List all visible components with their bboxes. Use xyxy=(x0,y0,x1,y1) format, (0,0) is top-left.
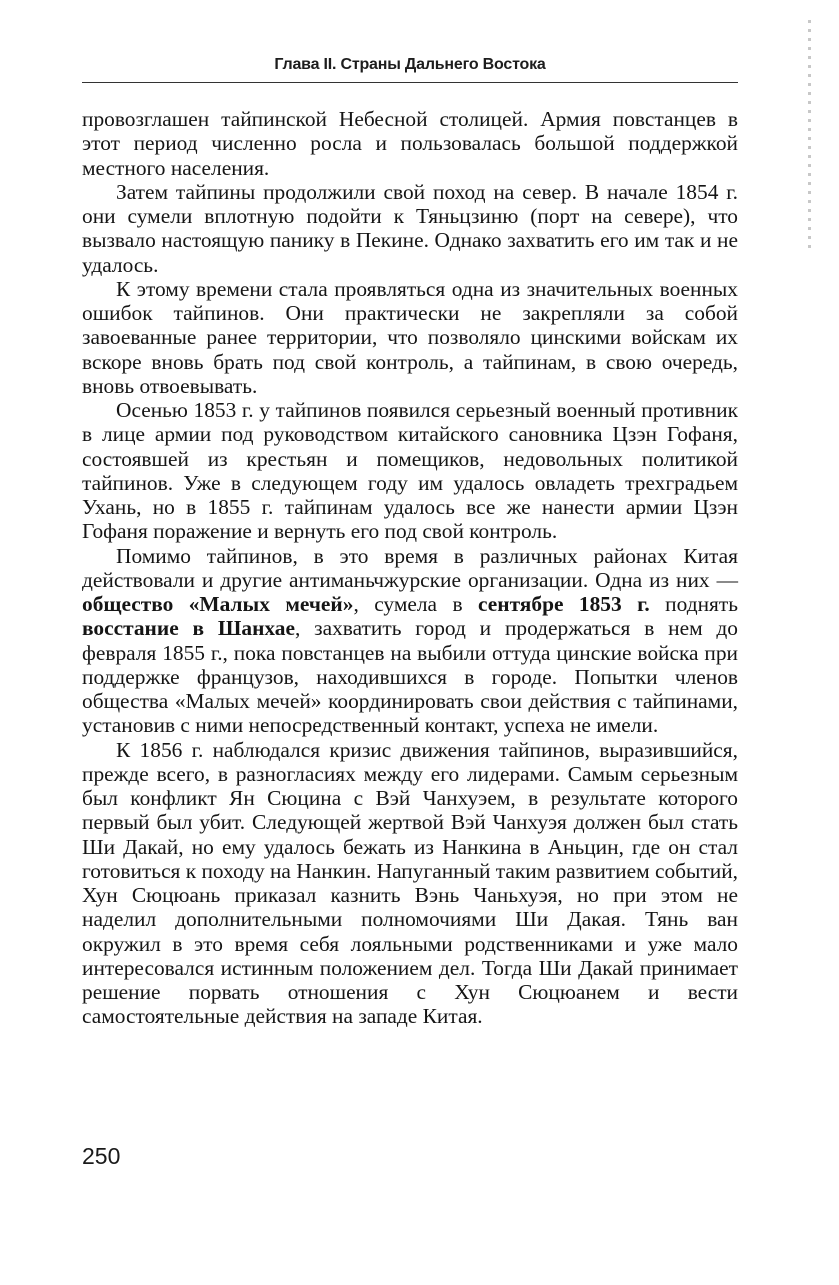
text-run: Затем тайпины продолжили свой поход на север. В начале 1854 г. они сумели вплотную подойти к Тяньцзиню (порт на севере), что вызвало настоящую панику в Пекине. Однако захватить его им так и не удалось. xyxy=(82,179,738,277)
paragraph xyxy=(82,277,738,398)
text-run: Помимо тайпинов, в это время в различных районах Китая действовали и другие антиманьчжурские организации. Одна из них — xyxy=(82,543,738,592)
bold-phrase: сентябре 1853 г. xyxy=(478,592,650,616)
paragraph xyxy=(82,398,738,544)
text-run: К 1856 г. наблюдался кризис движения тайпинов, выразившийся, прежде всего, в разногласиях между его лидерами. Самым серьезным был конфликт Ян Сюцина с Вэй Чанхуэем, в результате которого первый был убит. Следующей жертвой Вэй Чанхуэя должен был стать Ши Дакай, но ему удалось бежать из Нанкина в Аньцин, где он стал готовиться к походу на Нанкин. Напуганный таким развитием событий, Хун Сюцюань приказал казнить Вэнь Чаньхуэя, но при этом не наделил дополнительными полномочиями Ши Дакая. Тянь ван окружил в это время себя лояльными родственниками и уже мало интересовался истинным положением дел. Тогда Ши Дакай принимает решение порвать отношения с Хун Сюцюанем и вести самостоятельные действия на западе Китая. xyxy=(82,737,738,1029)
text-run: , захватить город и продержаться в нем до февраля 1855 г., пока повстанцев на выбили оттуда цинские войска при поддержке французов, находившихся в городе. Попытки членов общества «Малых мечей» координировать свои действия с тайпинами, установив с ними непосредственный контакт, успеха не имели. xyxy=(82,616,738,738)
body-text xyxy=(82,107,738,1029)
paragraph xyxy=(82,180,738,277)
page-number: 250 xyxy=(82,1143,121,1169)
bold-phrase: восстание в Шанхае xyxy=(82,616,295,641)
text-run: Осенью 1853 г. у тайпинов появился серьезный военный противник в лице армии под руководством китайского сановника Цзэн Гофаня, состоявшей из крестьян и помещиков, недовольных политикой тайпинов. Уже в следующем году им удалось овладеть трехградьем Ухань, но в 1855 г. тайпинам удалось все же нанести армии Цзэн Гофаня поражение и вернуть его под свой контроль. xyxy=(82,398,738,544)
bold-phrase: общество «Малых мечей» xyxy=(82,592,354,616)
paragraph xyxy=(82,107,738,180)
text-run: К этому времени стала проявляться одна из значительных военных ошибок тайпинов. Они практически не закрепляли за собой завоеванные ранее территории, что позволяло цинскими войскам их вскоре вновь брать под свой контроль, а тайпинам, в свою очередь, вновь отвоевывать. xyxy=(82,276,738,398)
text-run: провозглашен тайпинской Небесной столицей. Армия повстанцев в этот период численно росла и пользовалась большой поддержкой местного населения. xyxy=(82,107,738,180)
header-rule xyxy=(82,82,738,83)
paragraph xyxy=(82,738,738,1029)
text-run: , сумела в xyxy=(353,592,478,616)
paragraph xyxy=(82,544,738,738)
text-run: поднять xyxy=(649,592,738,616)
running-head: Глава II. Страны Дальнего Востока xyxy=(274,56,546,73)
scan-edge-mark xyxy=(808,20,811,250)
